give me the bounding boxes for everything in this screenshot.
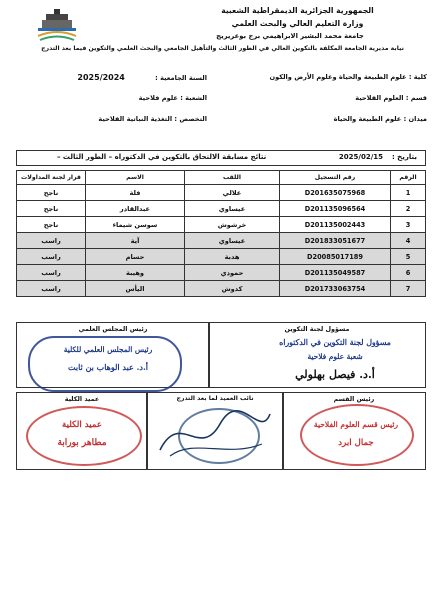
row-number: 6 xyxy=(391,265,426,281)
col-header-lastname: اللقب xyxy=(185,171,280,185)
training-head-label: مسؤول لجنة التكوين xyxy=(284,325,350,333)
year-label: السنة الجامعية : xyxy=(155,74,207,82)
dept-stamp-title: رئيس قسم العلوم الفلاحية xyxy=(313,420,399,429)
table-row xyxy=(17,265,426,281)
specialty-value: التغذية النباتية الفلاحية xyxy=(98,115,173,123)
results-table xyxy=(16,170,426,297)
col-header-registration: رقم التسجيل xyxy=(280,171,391,185)
decision: راسب xyxy=(17,233,86,249)
vice-dean-label: نائب العميد لما بعد التدرج xyxy=(176,395,254,402)
results-title: نتائج مسابقة الالتحاق بالتكوين في الدكتوراه – الطور الثالث – xyxy=(57,153,267,161)
last-name: عيساوي xyxy=(185,233,280,249)
decision: ناجح xyxy=(17,201,86,217)
registration-number: D20085017189 xyxy=(280,249,391,265)
decision: راسب xyxy=(17,249,86,265)
first-name: فلة xyxy=(86,185,185,201)
date-value: 2025/02/15 xyxy=(338,153,383,161)
first-name: عبدالقادر xyxy=(86,201,185,217)
ministry-heading: وزارة التعليم العالي والبحث العلمي xyxy=(231,19,364,28)
table-row xyxy=(17,185,426,201)
first-name: سوسن شيماء xyxy=(86,217,185,233)
dean-stamp-name: مطاهر بورابة xyxy=(57,438,107,448)
table-row xyxy=(17,217,426,233)
decision: ناجح xyxy=(17,217,86,233)
branch-row xyxy=(139,94,207,102)
branch-label: الشعبة : xyxy=(180,94,207,102)
department-value: : العلوم الفلاحية xyxy=(355,94,409,102)
university-logo-icon xyxy=(36,6,78,44)
date-label: بتاريخ : xyxy=(391,153,417,161)
row-number: 7 xyxy=(391,281,426,297)
decision: راسب xyxy=(17,265,86,281)
table-row xyxy=(17,249,426,265)
first-name: وهيبة xyxy=(86,265,185,281)
registration-number: D201833051677 xyxy=(280,233,391,249)
registration-number: D201135096564 xyxy=(280,201,391,217)
department-label: قسم xyxy=(410,94,427,102)
last-name: عيساوي xyxy=(185,201,280,217)
department-row xyxy=(355,94,427,102)
col-header-decision: قرار لجنة المداولات xyxy=(17,171,86,185)
last-name: هدبة xyxy=(185,249,280,265)
table-header-row xyxy=(17,171,426,185)
registration-number: D201635075968 xyxy=(280,185,391,201)
year-row xyxy=(77,73,207,82)
decision: راسب xyxy=(17,281,86,297)
vice-dean-signature-icon xyxy=(150,400,278,464)
results-title-bar xyxy=(16,150,426,166)
last-name: حمودي xyxy=(185,265,280,281)
university-heading: جامعة محمد البشير الابراهيمي برج بوعريريج xyxy=(216,32,364,40)
specialty-row xyxy=(98,115,207,123)
table-row xyxy=(17,233,426,249)
field-row xyxy=(334,115,427,123)
dean-stamp-title: عميد الكلية xyxy=(62,420,102,430)
row-number: 2 xyxy=(391,201,426,217)
col-header-firstname: الاسم xyxy=(86,171,185,185)
council-stamp-title: رئيس المجلس العلمي للكلية xyxy=(63,345,153,354)
council-head-label: رئيس المجلس العلمي xyxy=(78,325,148,333)
training-stamp-branch: شعبة علوم فلاحية xyxy=(307,352,363,361)
row-number: 1 xyxy=(391,185,426,201)
table-row xyxy=(17,281,426,297)
col-header-number: الرقم xyxy=(391,171,426,185)
specialty-label: التخصص : xyxy=(174,115,207,123)
republic-heading: الجمهورية الجزائرية الديمقراطية الشعبية xyxy=(221,6,374,15)
council-stamp-name: أ.د. عبد الوهاب بن ثابت xyxy=(68,362,148,372)
first-name: آية xyxy=(86,233,185,249)
year-value: 2025/2024 xyxy=(77,73,125,82)
decision: ناجح xyxy=(17,185,86,201)
registration-number: D201733063754 xyxy=(280,281,391,297)
field-value: : علوم الطبيعة والحياة xyxy=(333,115,407,123)
registration-number: D201135049587 xyxy=(280,265,391,281)
registration-number: D201135002443 xyxy=(280,217,391,233)
training-stamp-title: مسؤول لجنة التكوين في الدكتوراه xyxy=(279,338,391,347)
first-name: حسام xyxy=(86,249,185,265)
dept-stamp-name: جمال ابرد xyxy=(338,438,374,448)
row-number: 4 xyxy=(391,233,426,249)
first-name: اليأس xyxy=(86,281,185,297)
last-name: علالي xyxy=(185,185,280,201)
faculty-row xyxy=(269,73,427,81)
branch-value: علوم فلاحية xyxy=(138,94,178,102)
dept-head-stamp xyxy=(300,404,414,466)
row-number: 5 xyxy=(391,249,426,265)
training-stamp-name: أ.د. فيصل بهلولي xyxy=(295,368,375,381)
faculty-value: : علوم الطبيعة والحياة وعلوم الأرض والكون xyxy=(269,73,412,81)
dept-head-label: رئيس القسم xyxy=(333,395,375,403)
last-name: كدوش xyxy=(185,281,280,297)
table-row xyxy=(17,201,426,217)
field-label: ميدان xyxy=(408,115,427,123)
faculty-label: كلية xyxy=(413,73,427,81)
last-name: خرشوش xyxy=(185,217,280,233)
dean-stamp xyxy=(26,406,142,466)
row-number: 3 xyxy=(391,217,426,233)
dean-label: عميد الكلية xyxy=(64,395,100,403)
vice-rectorate-heading: نيابة مديرية الجامعة المكلفة بالتكوين العالي في الطور الثالث والتأهيل الجامعي والبحث العلمي والتكوين فيما بعد التدرج xyxy=(41,45,404,52)
